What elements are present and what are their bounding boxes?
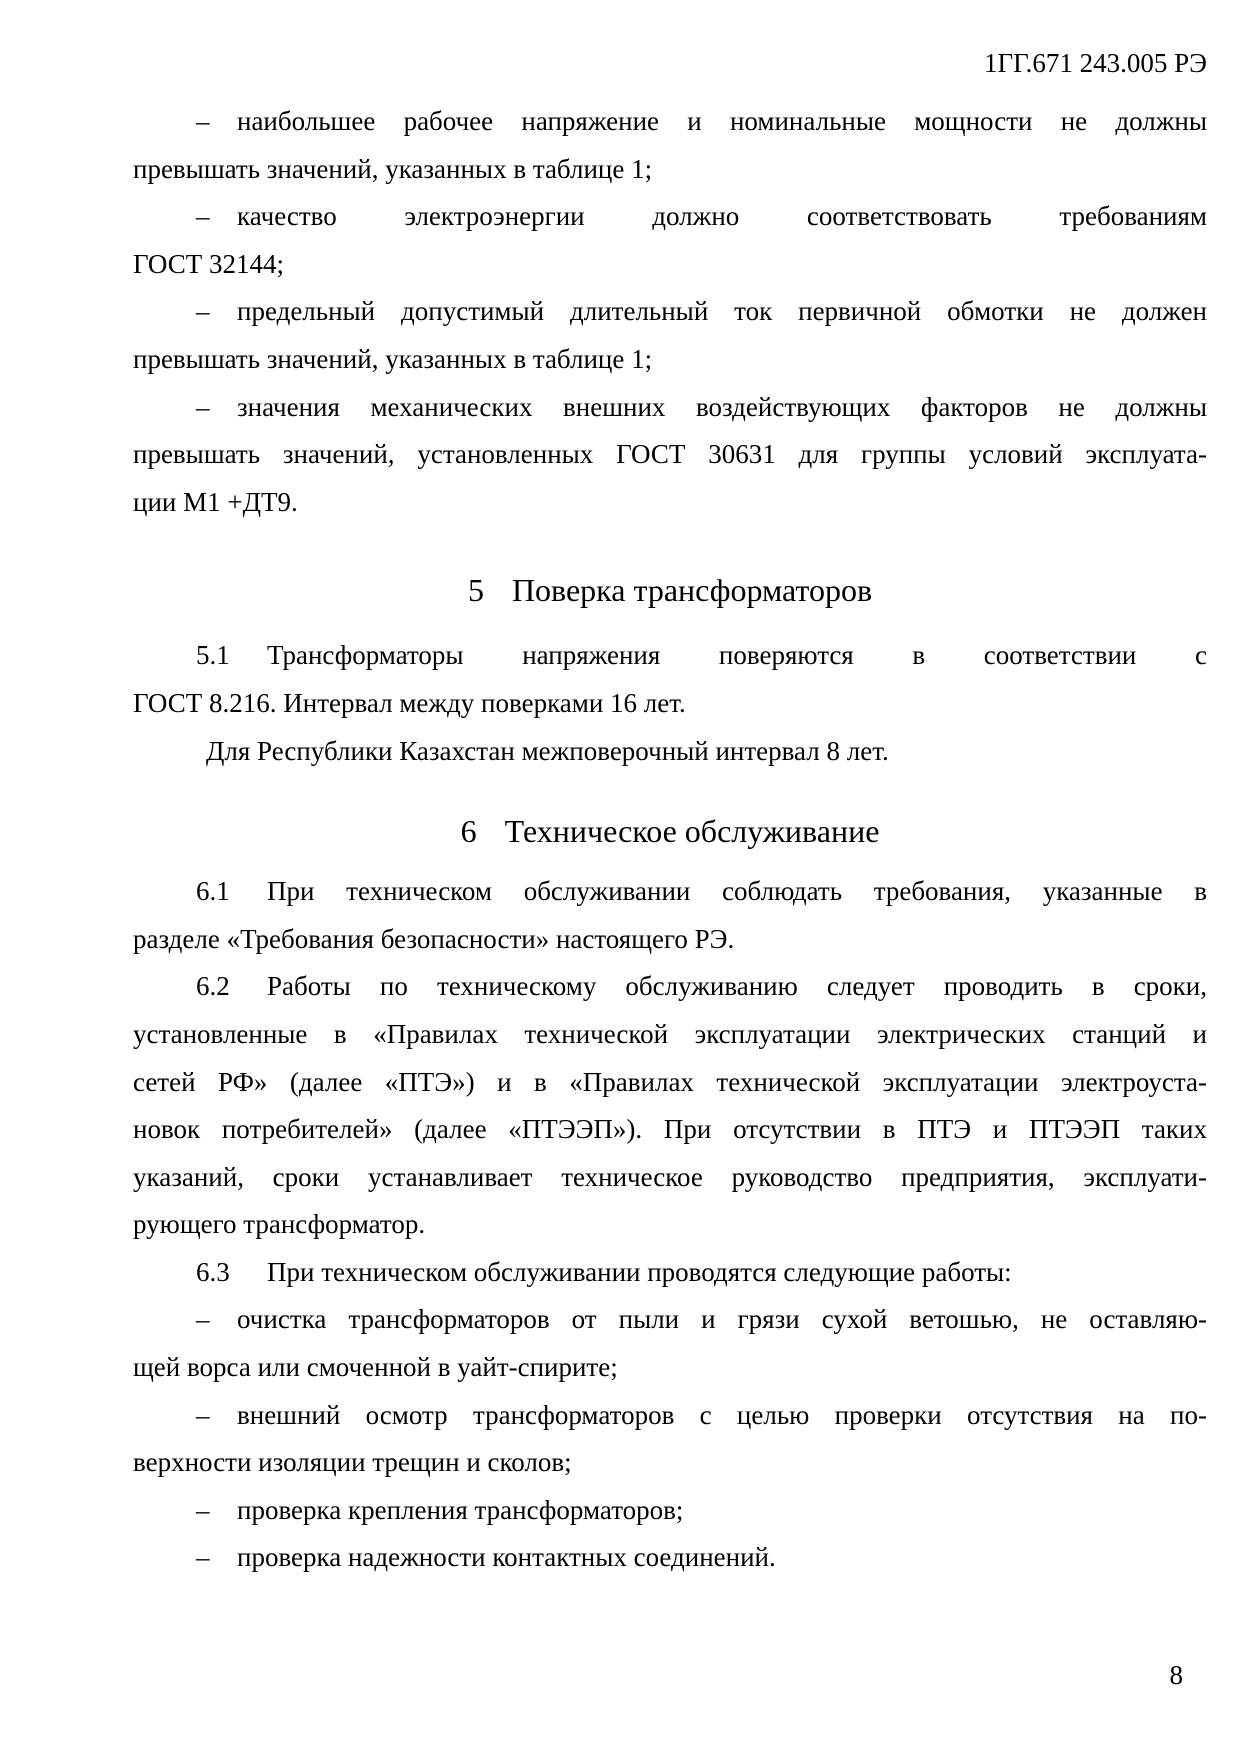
text-line: установленные в «Правилах технической эксплуатации электрических станций и — [133, 1018, 1207, 1049]
paragraph-5-1 — [133, 632, 1207, 727]
line-text: Работы по техническому обслуживанию следует проводить в сроки, — [267, 971, 1207, 1002]
list-item — [133, 288, 1207, 383]
page-content — [133, 0, 1207, 1692]
line-text: При техническом обслуживании соблюдать требования, указанные в — [267, 876, 1207, 907]
text-line: указаний, сроки устанавливает техническое руководство предприятия, эксплуати- — [133, 1161, 1207, 1192]
line-text: внешний осмотр трансформаторов с целью проверки отсутствия на по- — [237, 1399, 1207, 1430]
clause-number: 5.1 — [196, 640, 230, 671]
list-item — [133, 384, 1207, 527]
list-dash: – — [196, 1494, 210, 1525]
list-dash: – — [196, 391, 210, 422]
text-line: сетей РФ» (далее «ПТЭ») и в «Правилах технической эксплуатации электроуста- — [133, 1066, 1207, 1097]
text-line: рующего трансформатор. — [133, 1209, 426, 1240]
section-number: 6 — [460, 813, 477, 850]
text-line: Для Республики Казахстан межповерочный интервал 8 лет. — [206, 735, 889, 766]
text-line: ГОСТ 32144; — [133, 248, 285, 279]
list-item — [133, 1534, 1207, 1582]
page-number: 8 — [1169, 1660, 1183, 1691]
paragraph-6-3 — [133, 1249, 1207, 1297]
text-line: превышать значений, указанных в таблице 1; — [133, 153, 653, 184]
text-line — [133, 632, 1207, 680]
line-text: значения механических внешних воздействующих факторов не должны — [237, 391, 1207, 422]
line-text: При техническом обслуживании проводятся следующие работы: — [267, 1256, 1012, 1287]
text-line — [133, 384, 1207, 432]
line-text: наибольшее рабочее напряжение и номинальные мощности не должны — [237, 106, 1207, 136]
clause-number: 6.2 — [196, 971, 230, 1002]
text-line: превышать значений, указанных в таблице 1; — [133, 343, 653, 374]
text-line — [133, 963, 1207, 1011]
line-text: очистка трансформаторов от пыли и грязи сухой ветошью, не оставляю- — [237, 1304, 1207, 1335]
paragraph-6-1 — [133, 868, 1207, 963]
list-dash: – — [196, 296, 210, 327]
text-line — [133, 1392, 1207, 1440]
section-title: Поверка трансформаторов — [511, 572, 873, 609]
list-dash: – — [196, 1542, 210, 1573]
text-line — [133, 1249, 1207, 1297]
list-item — [133, 98, 1207, 193]
list-dash: – — [196, 201, 210, 232]
list-item — [133, 1296, 1207, 1391]
list-item — [133, 1487, 1207, 1535]
text-line — [133, 868, 1207, 916]
line-text: предельный допустимый длительный ток первичной обмотки не должен — [237, 296, 1207, 327]
text-line: щей ворса или смоченной в уайт-спирите; — [133, 1352, 618, 1383]
clause-number: 6.3 — [196, 1256, 230, 1287]
text-line — [133, 193, 1207, 241]
list-dash: – — [196, 106, 210, 136]
text-line: разделе «Требования безопасности» настоящего РЭ. — [133, 923, 735, 954]
list-dash: – — [196, 1304, 210, 1335]
paragraph-6-2 — [133, 963, 1207, 1249]
line-text: качество электроэнергии должно соответствовать требованиям — [237, 201, 1207, 232]
line-text: Трансформаторы напряжения поверяются в соответствии с — [267, 640, 1207, 671]
text-line: ГОСТ 8.216. Интервал между поверками 16 лет. — [133, 687, 686, 718]
text-line — [133, 1534, 1207, 1582]
list-dash: – — [196, 1399, 210, 1430]
doc-code: 1ГГ.671 243.005 РЭ — [983, 48, 1207, 78]
list-item — [133, 1392, 1207, 1487]
text-line: верхности изоляции трещин и сколов; — [133, 1447, 572, 1478]
section-heading-5 — [133, 566, 1207, 614]
section-number: 5 — [467, 572, 484, 609]
list-item — [133, 193, 1207, 288]
line-text: проверка крепления трансформаторов; — [237, 1494, 684, 1525]
text-line — [133, 1487, 1207, 1535]
clause-number: 6.1 — [196, 876, 230, 907]
text-line — [133, 1296, 1207, 1344]
text-line: новок потребителей» (далее «ПТЭЭП»). При отсутствии в ПТЭ и ПТЭЭП таких — [133, 1114, 1207, 1145]
paragraph — [133, 728, 1207, 776]
text-line: превышать значений, установленных ГОСТ 30631 для группы условий эксплуата- — [133, 439, 1207, 470]
section-heading-6 — [133, 807, 1207, 855]
text-line — [133, 288, 1207, 336]
text-line — [133, 98, 1207, 146]
line-text: проверка надежности контактных соединений. — [237, 1542, 776, 1573]
text-line: ции М1 +ДТ9. — [133, 486, 298, 517]
section-title: Техническое обслуживание — [504, 813, 880, 850]
